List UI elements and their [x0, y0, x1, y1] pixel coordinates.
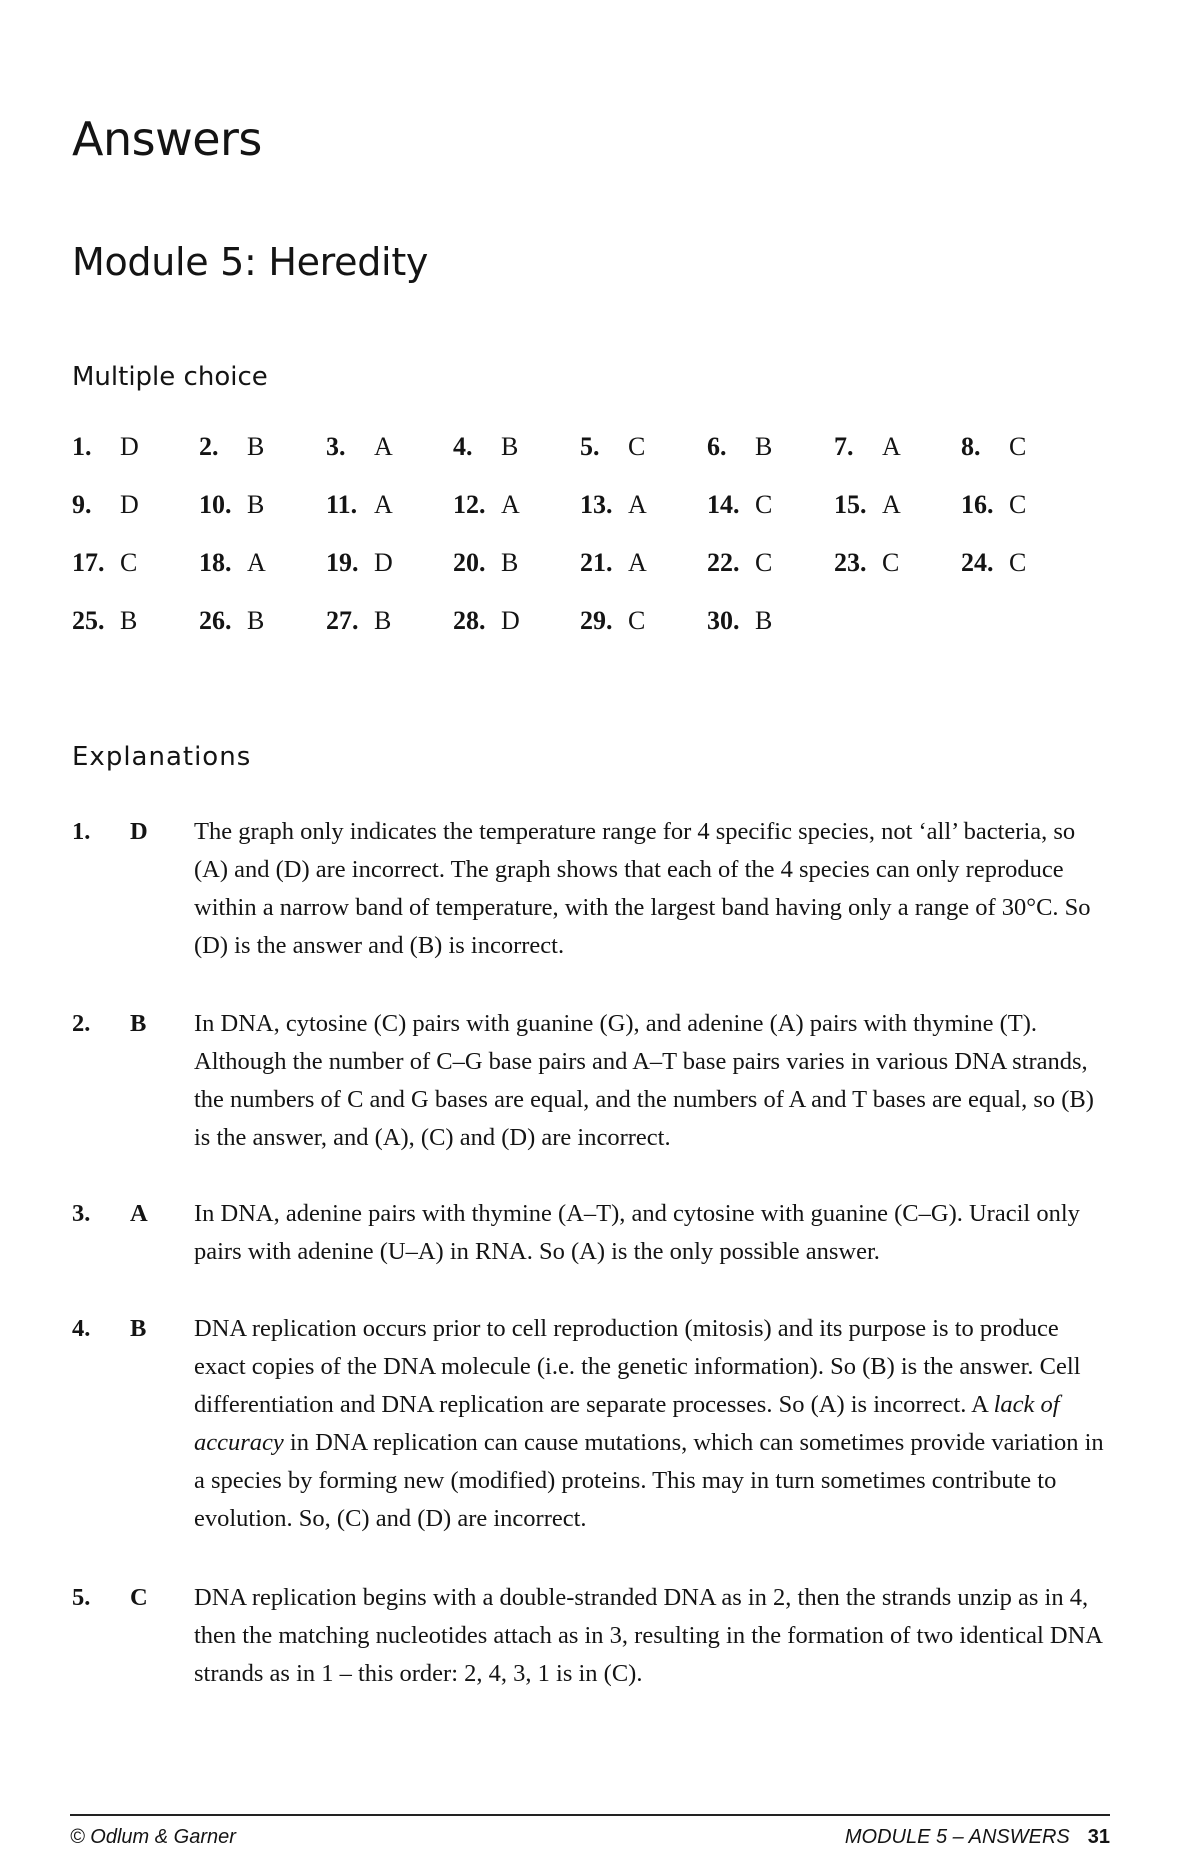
mc-item — [453, 490, 580, 548]
mc-number: 17. — [72, 548, 105, 577]
mc-answer: C — [755, 490, 773, 519]
mc-answer: B — [247, 606, 265, 635]
page-title: Answers — [72, 112, 262, 166]
mc-answer: A — [501, 490, 520, 519]
mc-item — [707, 432, 834, 490]
mc-item — [961, 490, 1088, 548]
mc-answer: D — [120, 432, 139, 461]
mc-item — [580, 432, 707, 490]
mc-item — [580, 548, 707, 606]
mc-answer: B — [755, 606, 773, 635]
mc-item — [580, 490, 707, 548]
mc-item — [72, 490, 199, 548]
mc-answer: D — [120, 490, 139, 519]
mc-number: 20. — [453, 548, 486, 577]
mc-answer: B — [247, 432, 265, 461]
mc-number: 30. — [707, 606, 740, 635]
mc-number: 6. — [707, 432, 727, 461]
mc-item — [326, 606, 453, 664]
mc-number: 18. — [199, 548, 232, 577]
mc-answer: C — [882, 548, 900, 577]
footer-right — [845, 1826, 1110, 1849]
explanation-number: 3. — [72, 1200, 91, 1227]
mc-number: 4. — [453, 432, 473, 461]
explanation-number: 4. — [72, 1315, 91, 1342]
mc-number: 28. — [453, 606, 486, 635]
mc-number: 24. — [961, 548, 994, 577]
page-number: 31 — [1087, 1826, 1110, 1848]
mc-item — [707, 548, 834, 606]
mc-answer: C — [628, 432, 646, 461]
explanation-answer: A — [130, 1200, 148, 1227]
mc-answer-grid — [72, 432, 1052, 664]
explanation-answer: D — [130, 818, 148, 845]
mc-item — [961, 432, 1088, 490]
mc-item — [453, 548, 580, 606]
mc-number: 25. — [72, 606, 105, 635]
mc-number: 5. — [580, 432, 600, 461]
mc-number: 3. — [326, 432, 346, 461]
mc-answer: A — [628, 548, 647, 577]
mc-answer: C — [120, 548, 138, 577]
mc-item — [72, 606, 199, 664]
mc-answer: B — [501, 432, 519, 461]
mc-item — [199, 606, 326, 664]
explanation-number: 2. — [72, 1010, 91, 1037]
mc-item — [834, 432, 961, 490]
explanation-answer: C — [130, 1584, 148, 1611]
mc-answer: C — [755, 548, 773, 577]
mc-item — [326, 432, 453, 490]
mc-answer: D — [374, 548, 393, 577]
mc-number: 12. — [453, 490, 486, 519]
explanation-number: 5. — [72, 1584, 91, 1611]
mc-number: 9. — [72, 490, 92, 519]
mc-number: 21. — [580, 548, 613, 577]
mc-item — [707, 490, 834, 548]
mc-number: 22. — [707, 548, 740, 577]
mc-number: 19. — [326, 548, 359, 577]
explanation-item — [72, 1310, 1112, 1538]
explanations-heading: Explanations — [72, 742, 252, 772]
mc-item — [834, 548, 961, 606]
mc-answer: B — [374, 606, 392, 635]
explanation-text: In DNA, adenine pairs with thymine (A–T), and cytosine with guanine (C–G). Uracil only pairs with adenine (U–A) in RNA. So (A) is the only possible answer. — [194, 1200, 1080, 1265]
explanation-text: The graph only indicates the temperature range for 4 specific species, not ‘all’ bacteria, so (A) and (D) are incorrect. The graph shows that each of the 4 species can only reproduce within a narrow band of temperature, with the largest band having only a range of 30°C. So (D) is the answer and (B) is incorrect. — [194, 818, 1091, 959]
explanation-answer: B — [130, 1010, 147, 1037]
mc-answer: A — [374, 432, 393, 461]
explanation-text: In DNA, cytosine (C) pairs with guanine (G), and adenine (A) pairs with thymine (T). Although the number of C–G base pairs and A–T base pairs varies in various DNA strands, the numbers of C and G bases are equal, and the numbers of A and T bases are equal, so (B) is the answer, and (A), (C) and (D) are incorrect. — [194, 1010, 1094, 1151]
explanation-item — [72, 1005, 1112, 1157]
explanation-text-part: DNA replication occurs prior to cell reproduction (mitosis) and its purpose is to produce exact copies of the DNA molecule (i.e. the genetic information). So (B) is the answer. Cell differentiation and DNA replication are separate processes. So (A) is incorrect. A — [194, 1315, 1081, 1418]
mc-item — [707, 606, 834, 664]
mc-answer: A — [882, 490, 901, 519]
mc-item — [326, 490, 453, 548]
mc-number: 8. — [961, 432, 981, 461]
footer-divider — [70, 1814, 1110, 1816]
mc-item — [199, 548, 326, 606]
mc-item — [834, 490, 961, 548]
mc-item — [72, 548, 199, 606]
explanation-item — [72, 1579, 1112, 1693]
mc-item — [580, 606, 707, 664]
mc-item — [72, 432, 199, 490]
mc-number: 29. — [580, 606, 613, 635]
mc-number: 26. — [199, 606, 232, 635]
mc-heading: Multiple choice — [72, 362, 268, 392]
mc-number: 1. — [72, 432, 92, 461]
mc-answer: B — [755, 432, 773, 461]
explanation-item — [72, 813, 1112, 965]
mc-item — [199, 432, 326, 490]
mc-answer: C — [1009, 432, 1027, 461]
mc-number: 27. — [326, 606, 359, 635]
mc-answer: A — [247, 548, 266, 577]
explanation-text-part: in DNA replication can cause mutations, which can sometimes provide variation in a species by forming new (modified) proteins. This may in turn sometimes contribute to evolution. So, (C) and (D) are incorrect. — [194, 1429, 1104, 1532]
mc-answer: C — [1009, 548, 1027, 577]
mc-item — [961, 548, 1088, 606]
explanation-emphasis: lack of accuracy — [194, 1391, 1060, 1456]
mc-number: 15. — [834, 490, 867, 519]
mc-number: 14. — [707, 490, 740, 519]
footer-copyright: © Odlum & Garner — [70, 1826, 236, 1848]
mc-number: 2. — [199, 432, 219, 461]
mc-answer: D — [501, 606, 520, 635]
mc-number: 11. — [326, 490, 358, 519]
mc-number: 16. — [961, 490, 994, 519]
module-title: Module 5: Heredity — [72, 240, 429, 284]
mc-answer: A — [374, 490, 393, 519]
mc-number: 7. — [834, 432, 854, 461]
mc-item — [453, 432, 580, 490]
mc-answer: B — [247, 490, 265, 519]
mc-item — [326, 548, 453, 606]
mc-answer: B — [501, 548, 519, 577]
mc-number: 10. — [199, 490, 232, 519]
explanation-text — [194, 1310, 1106, 1538]
mc-answer: C — [628, 606, 646, 635]
mc-item — [453, 606, 580, 664]
mc-answer: A — [628, 490, 647, 519]
mc-number: 23. — [834, 548, 867, 577]
explanation-answer: B — [130, 1315, 147, 1342]
mc-answer: C — [1009, 490, 1027, 519]
mc-answer: B — [120, 606, 138, 635]
footer-section: MODULE 5 – ANSWERS — [844, 1826, 1070, 1848]
mc-answer: A — [882, 432, 901, 461]
explanation-item — [72, 1195, 1112, 1271]
explanation-text: DNA replication begins with a double-stranded DNA as in 2, then the strands unzip as in 4, then the matching nucleotides attach as in 3, resulting in the formation of two identical DNA strands as in 1 – this order: 2, 4, 3, 1 is in (C). — [194, 1584, 1102, 1687]
mc-number: 13. — [580, 490, 613, 519]
explanation-number: 1. — [72, 818, 91, 845]
mc-item — [199, 490, 326, 548]
